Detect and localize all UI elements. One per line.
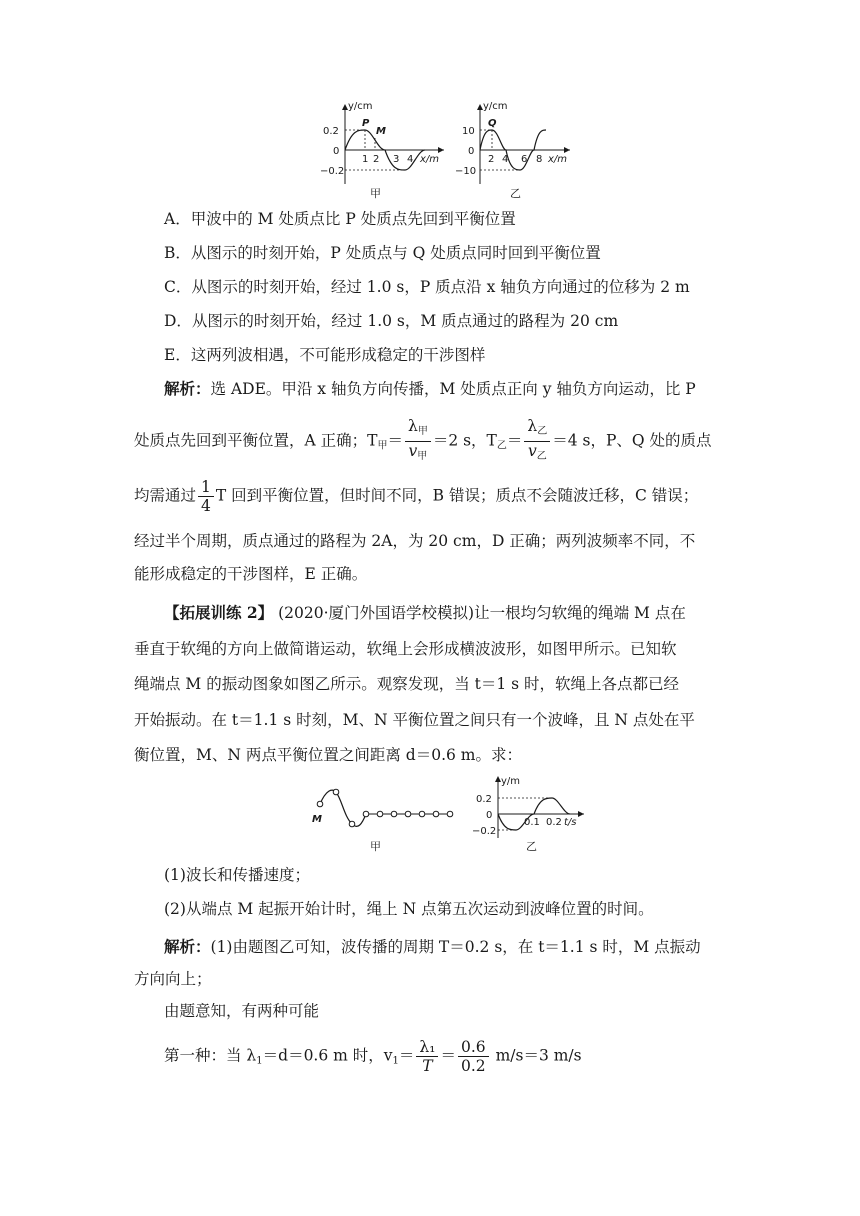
exercise-line1: 【拓展训练 2】 (2020·厦门外国语学校模拟)让一根均匀软绳的绳端 M 点在 xyxy=(164,603,686,622)
jia-x-tick-3: 3 xyxy=(393,154,400,165)
vibration-y-tick-bottom: −0.2 xyxy=(472,826,497,837)
question-2: (2)从端点 M 起振开始计时，绳上 N 点第五次运动到波峰位置的时间。 xyxy=(164,900,654,918)
exercise-source: (2020·厦门外国语学校模拟) xyxy=(278,604,475,622)
analysis2-line1: 解析：(1)由题图乙可知，波传播的周期 T＝0.2 s，在 t＝1.1 s 时，M 点振动 xyxy=(164,937,701,956)
option-a: A．甲波中的 M 处质点比 P 处质点先回到平衡位置 xyxy=(164,210,516,228)
yi-y-tick-top: 10 xyxy=(462,126,475,137)
option-c: C．从图示的时刻开始，经过 1.0 s，P 质点沿 x 轴负方向通过的位移为 2 m xyxy=(164,278,690,296)
jia-point-m: M xyxy=(376,126,386,137)
jia-y-tick-top: 0.2 xyxy=(323,126,339,137)
analysis1-label: 解析： xyxy=(164,379,211,398)
vibration-y-tick-zero: 0 xyxy=(486,810,493,821)
exercise-line5: 衡位置，M、N 两点平衡位置之间距离 d＝0.6 m。求： xyxy=(134,746,522,764)
jia-x-tick-2: 2 xyxy=(373,154,380,165)
jia-x-axis-label: x/m xyxy=(420,154,440,165)
analysis1-text1: 选 ADE。甲沿 x 轴负方向传播，M 处质点正向 y 轴负方向运动，比 P xyxy=(210,380,696,398)
graph-rope-jia xyxy=(312,789,453,853)
graph-yi xyxy=(455,101,570,200)
yi-y-tick-zero: 0 xyxy=(468,146,475,157)
jia-point-p: P xyxy=(362,118,370,129)
vibration-caption: 乙 xyxy=(526,840,537,853)
vibration-x-tick-0.2: 0.2 xyxy=(546,817,562,828)
yi-x-axis-label: x/m xyxy=(548,154,568,165)
analysis1-line1 xyxy=(164,378,696,400)
jia-x-tick-4: 4 xyxy=(407,154,414,165)
analysis1-line4: 经过半个周期，质点通过的路程为 2A，为 20 cm，D 正确；两列波频率不同，不 xyxy=(134,532,696,550)
fraction-one-quarter: $\frac{1}{4}$ xyxy=(198,478,214,515)
yi-y-axis-label: y/cm xyxy=(483,101,508,112)
analysis2-line2: 方向向上； xyxy=(134,970,212,988)
figure-wave-graphs xyxy=(320,98,580,200)
exercise-line3: 绳端点 M 的振动图象如图乙所示。观察发现，当 t＝1 s 时，软绳上各点都已经 xyxy=(134,675,680,693)
fraction-lambda-over-v-jia: $\frac{\lambda_甲}{v_甲}$ xyxy=(405,417,431,466)
fraction-0.6-over-0.2: $\frac{0.6}{0.2}$ xyxy=(458,1038,489,1075)
figure-rope-and-vibration xyxy=(300,774,600,856)
fraction-lambda-over-v-yi: $\frac{\lambda_乙}{v_乙}$ xyxy=(524,417,550,466)
yi-x-tick-2: 2 xyxy=(488,154,495,165)
analysis2-line4: 第一种：当 $\lambda_1=d=0.6$ m 时，$v_1=$ $\frac{\text{λ₁}}{T}$ ＝ $\frac{0.6}{0.2}$ m/s＝3 m/s xyxy=(164,1038,582,1075)
vibration-y-axis-label: y/m xyxy=(501,776,521,787)
option-d: D．从图示的时刻开始，经过 1.0 s，M 质点通过的路程为 20 cm xyxy=(164,312,619,330)
jia-caption: 甲 xyxy=(370,187,381,200)
option-b: B．从图示的时刻开始，P 处质点与 Q 处质点同时回到平衡位置 xyxy=(164,244,601,262)
fraction-lambda1-over-t: $\frac{\text{λ₁}}{T}$ xyxy=(416,1038,438,1075)
jia-y-tick-bottom: −0.2 xyxy=(320,166,345,177)
vibration-x-tick-0.1: 0.1 xyxy=(524,817,540,828)
yi-y-tick-bottom: −10 xyxy=(455,166,477,177)
yi-point-q: Q xyxy=(488,118,497,129)
rope-caption: 甲 xyxy=(370,840,381,853)
jia-x-tick-1: 1 xyxy=(362,154,369,165)
exercise-line2: 垂直于软绳的方向上做简谐运动，软绳上会形成横波波形，如图甲所示。已知软 xyxy=(134,640,677,658)
vibration-x-axis-label: t/s xyxy=(564,817,577,828)
yi-x-tick-4: 4 xyxy=(502,154,509,165)
yi-caption: 乙 xyxy=(510,187,521,200)
vibration-y-tick-top: 0.2 xyxy=(476,794,492,805)
analysis1-line5: 能形成稳定的干涉图样，E 正确。 xyxy=(134,565,368,583)
analysis1-line2: 处质点先回到平衡位置，A 正确；$T_甲=$ $\frac{\lambda_甲}{v_甲}$ ＝2 s，$T_乙=$ $\frac{\lambda_乙}{v_乙}$ ＝4 s，P、Q 处的质点 xyxy=(134,417,712,466)
option-e: E．这两列波相遇，不可能形成稳定的干涉图样 xyxy=(164,346,486,364)
rope-point-m: M xyxy=(312,814,322,825)
analysis2-line3: 由题意知，有两种可能 xyxy=(164,1002,320,1020)
exercise-line4: 开始振动。在 t＝1.1 s 时刻，M、N 平衡位置之间只有一个波峰，且 N 点处在平 xyxy=(134,711,695,729)
analysis1-line3: 均需通过 $\frac{1}{4}$ T 回到平衡位置，但时间不同，B 错误；质点不会随波迁移，C 错误； xyxy=(134,478,699,515)
yi-x-tick-6: 6 xyxy=(521,154,528,165)
yi-x-tick-8: 8 xyxy=(536,154,543,165)
question-1: (1)波长和传播速度； xyxy=(164,866,310,884)
jia-y-tick-zero: 0 xyxy=(333,146,340,157)
graph-jia xyxy=(320,101,444,200)
jia-y-axis-label: y/cm xyxy=(348,101,373,112)
graph-vibration-yi xyxy=(472,776,584,853)
analysis2-label: 解析： xyxy=(164,937,211,956)
exercise-tag: 【拓展训练 2】 xyxy=(164,603,274,622)
